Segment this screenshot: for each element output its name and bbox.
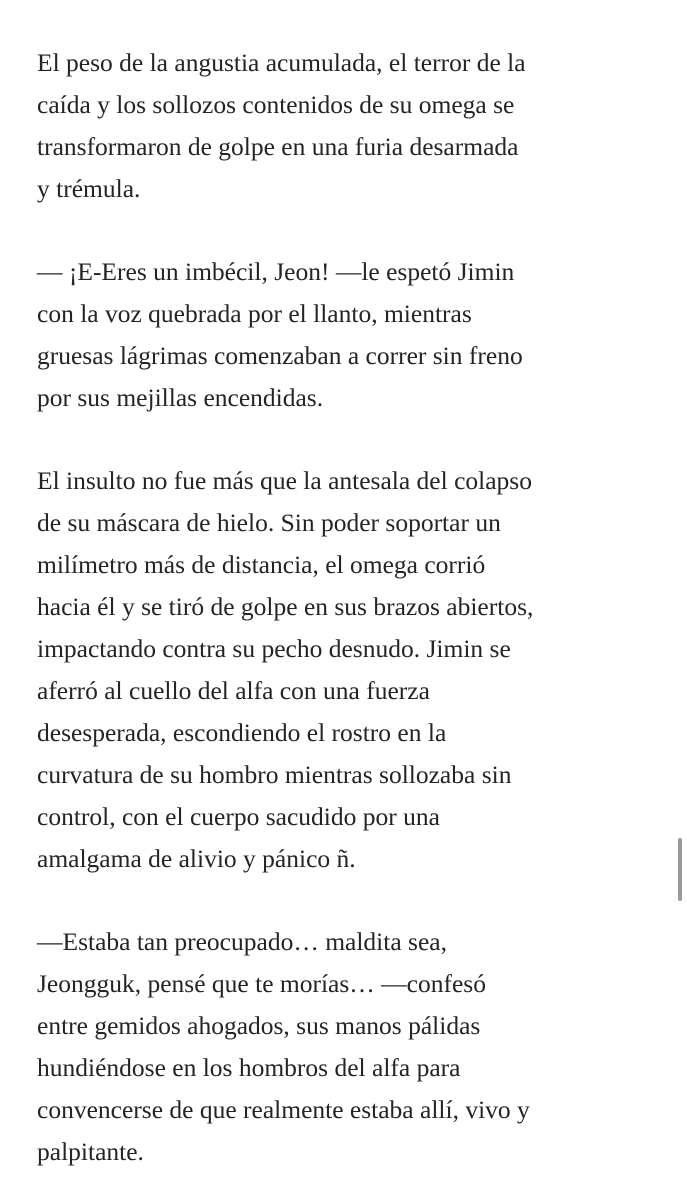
paragraph-1 [37,42,667,210]
text-line: control, con el cuerpo sacudido por una [37,802,440,831]
text-line: aferró al cuello del alfa con una fuerza [37,676,430,705]
text-line: impactando contra su pecho desnudo. Jimin se [37,634,511,663]
paragraph-4 [37,921,667,1173]
text-line: palpitante. [37,1137,144,1166]
text-line: convencerse de que realmente estaba allí, vivo y [37,1095,530,1124]
text-line: —Estaba tan preocupado… maldita sea, [37,927,447,956]
text-line: entre gemidos ahogados, sus manos pálidas [37,1011,481,1040]
text-line: y trémula. [37,174,141,203]
paragraph-3 [37,460,667,880]
text-line: Jeongguk, pensé que te morías… —confesó [37,969,486,998]
text-line: hacia él y se tiró de golpe en sus brazos abiertos, [37,592,534,621]
text-line: de su máscara de hielo. Sin poder soportar un [37,508,501,537]
text-line: — ¡E-Eres un imbécil, Jeon! —le espetó Jimin [37,257,515,286]
text-line: caída y los sollozos contenidos de su omega se [37,90,515,119]
text-line: El insulto no fue más que la antesala del colapso [37,466,532,495]
text-line: amalgama de alivio y pánico ñ. [37,844,356,873]
text-line: con la voz quebrada por el llanto, mientras [37,299,472,328]
paragraph-2 [37,251,667,419]
text-line: por sus mejillas encendidas. [37,383,324,412]
text-line: El peso de la angustia acumulada, el terror de la [37,48,526,77]
text-line: gruesas lágrimas comenzaban a correr sin freno [37,341,523,370]
text-line: milímetro más de distancia, el omega corrió [37,550,486,579]
text-line: desesperada, escondiendo el rostro en la [37,718,447,747]
text-line: transformaron de golpe en una furia desarmada [37,132,519,161]
text-line: curvatura de su hombro mientras sollozaba sin [37,760,512,789]
vertical-scrollbar[interactable] [678,838,682,901]
text-line: hundiéndose en los hombros del alfa para [37,1053,461,1082]
